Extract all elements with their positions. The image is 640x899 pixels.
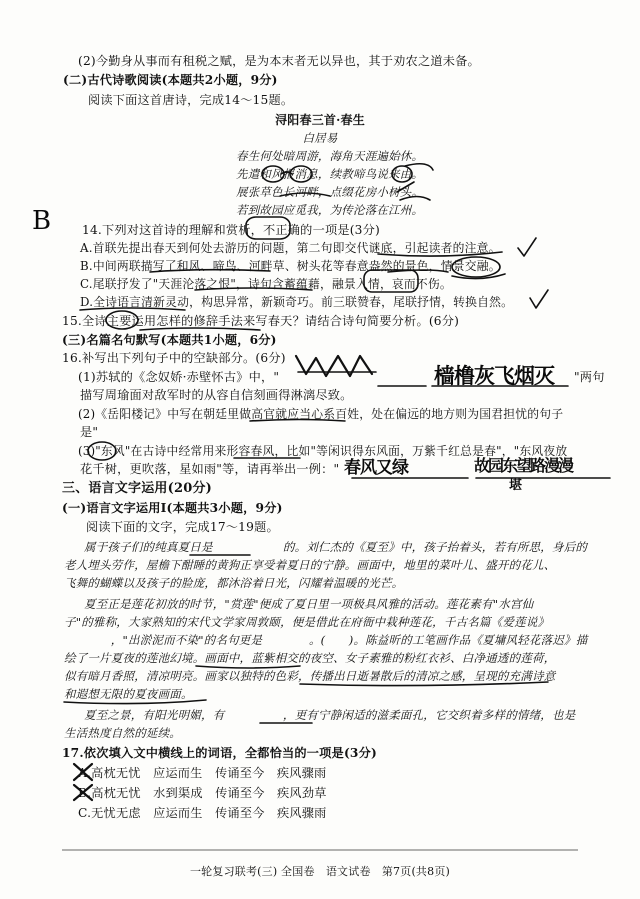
option-b: B.中间两联描写了和风、啼鸟、河畔草、树头花等春意盎然的景色，情景交融。 [80,259,501,273]
passage-line: 飞舞的蝴蝶以及孩子的脸庞，都沐浴着日光，闪耀着温暖的光芒。 [64,576,404,590]
poem-title: 浔阳春三首·春生 [275,113,365,127]
section-heading: (三)名篇名句默写(本题共1小题，6分) [62,333,277,347]
passage-line: 生活热度自然的延续。 [64,726,181,740]
text-line: (2)今勤身从事而有租税之赋，是为本末者无以异也，其于劝农之道未备。 [78,54,480,68]
passage-line: ，"出淤泥而不染"的名句更是 。( )。陈益昕的工笔画作品《夏墉风轻花落迟》描 [64,633,588,647]
poem-author: 白居易 [302,131,338,145]
option-b: B.高枕无忧 水到渠成 传诵至今 疾风劲草 [78,786,327,800]
poem-line: 先遣和风报消息，续教啼鸟说来由。 [236,167,424,181]
pen-scribble [296,356,372,376]
handwritten-answer: 堪 [509,478,523,493]
handwritten-answer: 樯橹灰飞烟灭 [434,364,554,388]
question-16-1: (1)苏轼的《念奴娇·赤壁怀古》中，" [78,370,280,384]
option-c: C.尾联抒发了"天涯沦落之恨"，诗句含蓄蕴藉，融景入情，哀而不伤。 [80,277,452,291]
passage-line: 和遐想无限的夏夜画面。 [64,687,193,701]
question-16-1-end: "两句 [574,370,605,384]
pen-checkmark [518,238,536,256]
page-footer: 一轮复习联考(三) 全国卷 语文试卷 第7页(共8页) [189,865,451,878]
pen-underline [452,274,505,279]
handwritten-answer: 春风又绿 [344,458,408,478]
section-heading: (二)古代诗歌阅读(本题共2小题，9分) [63,73,278,87]
question-16-3-cont: 花千树，更吹落，星如雨"等，请再举出一例：" [80,462,340,476]
handwritten-answer-mark: B [32,206,52,236]
question-16: 16.补写出下列句子中的空缺部分。(6分) [62,351,286,365]
section-heading: (一)语言文字运用Ⅰ(本题共3小题，9分) [62,501,283,515]
option-a: A.首联先提出春天到何处去游历的问题，第二句即交代谜底，引起读者的注意。 [80,241,501,255]
poem-line: 展张草色长河畔，点缀花房小树头。 [236,185,424,199]
passage-line: 老人埋头劳作，屋檐下酣睡的黄狗正享受着夏日的宁静。画面中，地里的菜叶儿、盛开的花儿、 [64,558,556,572]
passage-line: 似有暗月香照，清凉明亮。画家以独特的色彩，传播出日逝暑散后的清凉之感，呈现的充满诗意 [64,669,556,683]
option-a: A.高枕无忧 应运而生 传诵至今 疾风骤雨 [78,766,327,780]
passage-line: 夏至之景，有阳光明媚，有 ，更有宁静闲适的滋柔面孔，它交织着多样的情绪，也是 [84,708,576,722]
passage-line: 夏至正是莲花初放的时节，"赏莲"便成了夏日里一项极具风雅的活动。莲花素有"水宫仙 [84,597,534,611]
handwritten-answer: 故园东望路漫漫 [474,456,573,475]
question-16-2-cont: 是" [80,425,99,439]
passage-line: 绘了一片夏夜的莲池幻境。画面中，蓝紫相交的夜空、女子素雅的粉红衣衫、白净通透的莲荷， [64,651,556,665]
poem-line: 若到故园应觅我，为传沦落在江州。 [236,203,424,217]
question-16-3: (3)"东风"在古诗中经常用来形容春风，比如"等闲识得东风面，万紫千红总是春"，"东风夜放 [78,444,568,458]
question-16-2: (2)《岳阳楼记》中写在朝廷里做高官就应当心系百姓，处在偏远的地方则为国君担忧的句子 [78,407,564,421]
text-line: 阅读下面这首唐诗，完成14～15题。 [88,93,294,107]
part-heading: 三、语言文字运用(20分) [62,481,212,496]
poem-line: 春生何处暗周游，海角天涯遍始休。 [236,149,424,163]
question-14: 14.下列对这首诗的理解和赏析，不正确的一项是(3分) [82,223,380,237]
pen-checkmark [530,290,548,308]
option-c: C.无忧无虑 应运而生 传诵至今 疾风骤雨 [78,806,327,820]
passage-line: 子"的雅称，大家熟知的宋代文学家周敦颐，便是借此在府衙中栽种莲花，千古名篇《爱莲说》 [64,615,550,629]
option-d: D.全诗语言清新灵动，构思异常，新颖奇巧。前三联赞春，尾联抒情，转换自然。 [80,295,514,309]
text-line: 阅读下面的文字，完成17～19题。 [86,520,279,534]
question-15: 15.全诗主要运用怎样的修辞手法来写春天？请结合诗句简要分析。(6分) [62,314,460,328]
question-17: 17.依次填入文中横线上的词语，全都恰当的一项是(3分) [62,746,377,760]
question-16-1-cont: 描写周瑜面对敌军时的从容自信刻画得淋漓尽致。 [80,388,353,402]
passage-line: 属于孩子们的纯真夏日是 的。刘仁杰的《夏至》中，孩子抬着头，若有所思，身后的 [84,540,588,554]
